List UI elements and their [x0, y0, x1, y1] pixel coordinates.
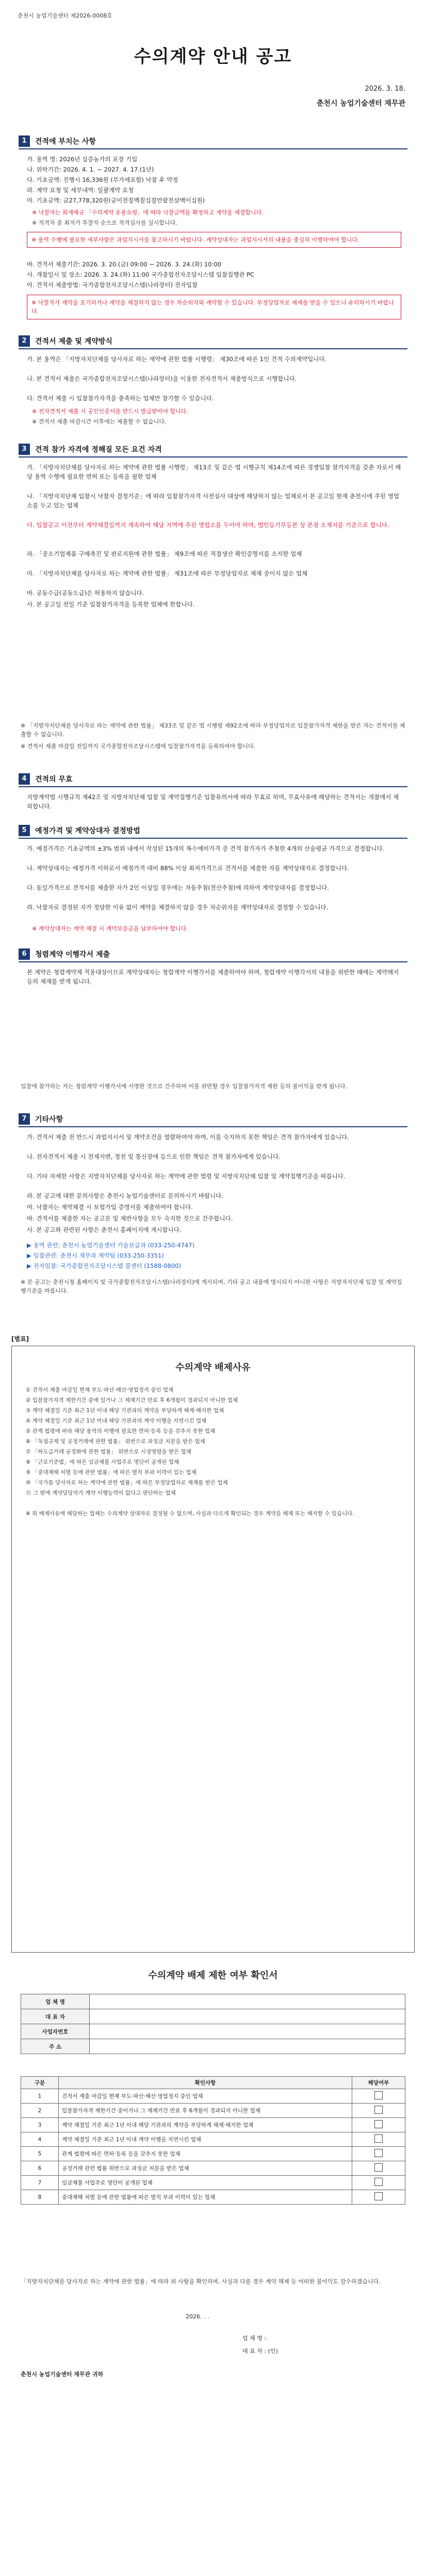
form-label: 대 표 자: [21, 2009, 90, 2024]
annex-note: ※ 위 배제사유에 해당하는 업체는 수의계약 상대자로 결정될 수 없으며, 사실과 다르게 확인되는 경우 계약을 해제 또는 해지할 수 있습니다.: [26, 1511, 354, 1517]
section-divider: [19, 456, 407, 457]
section-title: 기타사항: [35, 1115, 63, 1124]
note: ※ 낙찰자는 회계예규 「수의계약 운용요령」에 따라 낙찰금액을 확정하고 계약을 체결합니다.: [32, 209, 264, 216]
issuer: 춘천시 농업기술센터 재무관: [316, 99, 405, 108]
section-title: 견적에 부치는 사항: [35, 138, 96, 146]
form-title: 수의계약 배제 제한 여부 확인서: [148, 1970, 278, 1981]
section-number: 5: [19, 825, 30, 836]
annex-box: [11, 1346, 415, 1953]
list-item: 바. 견적서 제출기간: 2026. 3. 20.(금) 09:00 ~ 2026. 3. 24.(화) 10:00: [27, 261, 222, 268]
page-title: 수의계약 안내 공고: [134, 46, 292, 67]
note: ※ 적격자 중 최저가 투찰자 순으로 적격심사를 실시합니다.: [32, 219, 177, 226]
list-item: 사. 개찰일시 및 장소: 2026. 3. 24.(화) 11:00 국가종합전자조달시스템 입찰집행관 PC: [27, 271, 255, 278]
section-divider: [19, 1126, 407, 1127]
list-item: 바. 공동수급(공동도급)은 허용하지 않습니다.: [27, 589, 144, 597]
column-header: 구분: [21, 2077, 59, 2089]
representative-field[interactable]: [90, 2009, 405, 2024]
note: ※ 견적서 제출 마감시간 이후에는 제출할 수 없습니다.: [32, 418, 167, 425]
section-5-header: [19, 824, 140, 837]
list-item: 사. 본 공고일 전일 기준 입찰참가자격을 등록한 업체에 한합니다.: [27, 601, 195, 608]
checklist-table: [21, 2076, 405, 2205]
annex-line: ⑧ 「근로기준법」에 따른 임금체불 사업주로 명단이 공개된 업체: [26, 1459, 179, 1465]
table-row: [21, 2089, 405, 2104]
contact-line: ▶ 입찰관련: 춘천시 재무과 계약팀 (033-250-3351): [27, 1252, 164, 1259]
list-item: 가. 예정가격은 기초금액의 ±3% 범위 내에서 작성된 15개의 복수예비가격 중 견적 참가자가 추첨한 4개의 산술평균 가격으로 결정합니다.: [27, 845, 385, 852]
annex-line: ③ 계약 체결일 기준 최근 1년 이내 해당 기관과의 계약을 부당하게 해제·해지한 업체: [26, 1408, 224, 1414]
address-field[interactable]: [90, 2039, 405, 2054]
list-item: 가. 본 용역은 「지방자치단체를 당사자로 하는 계약에 관한 법률 시행령」 제30조에 따른 1인 견적 수의계약입니다.: [27, 355, 327, 363]
annex-line: ⑩ 「국가를 당사자로 하는 계약에 관한 법률」에 따른 부정당업자로 제재를 받은 업체: [26, 1480, 228, 1486]
warning-box: ※ 용역 수행에 필요한 세부사항은 과업지시서를 참고하시기 바랍니다. 계약상대자는 과업지시서의 내용을 충실히 이행하여야 합니다.: [27, 232, 401, 248]
list-item: 마. 「지방자치단체를 당사자로 하는 계약에 관한 법률」 제31조에 따른 부정당업자로 제재 중이지 않은 업체: [27, 570, 308, 577]
list-item: 나. 계약상대자는 예정가격 이하로서 예정가격 대비 88% 이상 최저가격으로 견적서를 제출한 자를 계약상대자로 결정합니다.: [27, 865, 349, 872]
section-4-header: [19, 773, 73, 785]
note: ※ 「지방자치단체를 당사자로 하는 계약에 관한 법률」 제33조 및 같은 법 시행령 제92조에 따라 부정당업자로 입찰참가자격 제한을 받은 자는 견적서를 제출할 수 없습니다.: [21, 722, 405, 738]
section-number: 7: [19, 1113, 30, 1125]
table-row: [21, 2176, 405, 2190]
checkbox[interactable]: [374, 2149, 383, 2157]
list-item: 나. 위탁기간: 2026. 4. 1. ~ 2027. 4. 17.(1년): [27, 166, 154, 173]
section-number: 4: [19, 773, 30, 785]
row-number: 4: [21, 2132, 59, 2147]
section-divider: [19, 838, 407, 839]
contact-line: ▶ 전자입찰: 국가종합전자조달시스템 콜센터 (1588-0800): [27, 1262, 181, 1269]
checkbox[interactable]: [374, 2178, 383, 2186]
section-6-header: [19, 948, 110, 960]
annex-title: 수의계약 배제사유: [175, 1362, 251, 1373]
checkbox[interactable]: [374, 2192, 383, 2200]
row-number: 1: [21, 2089, 59, 2104]
row-number: 3: [21, 2118, 59, 2132]
list-item: 마. 기초금액: 금27,778,320원(금이천칠백칠십칠만팔천삼백이십원): [27, 197, 205, 204]
annex-line: ⑪ 그 밖에 계약담당자가 계약 이행능력이 없다고 판단하는 업체: [26, 1490, 176, 1496]
list-item: 나. 전자견적서 제출 시 천재지변, 정전 및 통신장애 등으로 인한 책임은 견적 참가자에게 있습니다.: [27, 1153, 281, 1160]
table-header-row: [21, 2077, 405, 2089]
list-item: 다. 입찰공고 이전부터 계약체결일까지 계속하여 해당 지역에 주된 영업소를 두어야 하며, 법인등기부등본 상 본점 소재지를 기준으로 합니다.: [27, 521, 389, 529]
list-item: 다. 기초금액: 진행시 16,336원 (부가세포함) 낙찰 후 약정: [27, 176, 178, 183]
list-item: 바. 견적서를 제출한 자는 공고문 및 제반사항을 모두 숙지한 것으로 간주합니다.: [27, 1215, 233, 1222]
business-number-field[interactable]: [90, 2024, 405, 2039]
table-row: [21, 2147, 405, 2161]
checkbox[interactable]: [374, 2163, 383, 2172]
table-row: [21, 2104, 405, 2118]
list-item: 라. 낙찰자로 결정된 자가 정당한 이유 없이 계약을 체결하지 않을 경우 차순위자를 계약상대자로 결정할 수 있습니다.: [27, 904, 329, 911]
section-divider: [19, 786, 407, 787]
section-title: 청렴계약 이행각서 제출: [35, 951, 110, 959]
form-footer: 「지방자치단체를 당사자로 하는 계약에 관한 법률」에 따라 위 사항을 확인하며, 사실과 다를 경우 계약 해제 등 어떠한 불이익도 감수하겠습니다.: [21, 2278, 381, 2285]
section-title: 견적 참가 자격에 정해질 모든 요건 자격: [35, 446, 162, 454]
section-number: 2: [19, 335, 30, 347]
list-item: 나. 본 견적서 제출은 국가종합전자조달시스템(나라장터)을 이용한 전자견적서 제출방식으로 시행합니다.: [27, 375, 297, 382]
list-item: 아. 견적서 제출방법: 국가종합전자조달시스템(나라장터) 전자입찰: [27, 281, 198, 289]
checkbox[interactable]: [374, 2134, 383, 2143]
section-title: 견적의 무효: [35, 775, 73, 784]
row-number: 6: [21, 2161, 59, 2176]
column-header: 확인사항: [59, 2077, 352, 2089]
check-text: 공정거래 관련 법률 위반으로 과징금 처분을 받은 업체: [59, 2161, 352, 2176]
list-item: 가. 견적서 제출 전 반드시 과업지시서 및 계약조건을 열람하여야 하며, 이를 숙지하지 못한 책임은 견적 참가자에게 있습니다.: [27, 1133, 349, 1141]
section-title: 견적서 제출 및 계약방식: [35, 337, 112, 346]
check-text: 임금체불 사업주로 명단이 공개된 업체: [59, 2176, 352, 2190]
annex-line: ② 입찰참가자격 제한기간 중에 있거나 그 제재기간 만료 후 6개월이 경과되지 아니한 업체: [26, 1397, 238, 1403]
list-item: 라. 본 공고에 대한 문의사항은 춘천시 농업기술센터로 문의하시기 바랍니다.: [27, 1192, 223, 1199]
annex-line: ① 견적서 제출 마감일 현재 부도·파산·해산·영업정지 중인 업체: [26, 1387, 174, 1393]
check-text: 입찰참가자격 제한기간 중이거나 그 제재기간 만료 후 6개월이 경과되지 아니한 업체: [59, 2104, 352, 2118]
annex-line: ⑥ 「독점규제 및 공정거래에 관한 법률」 위반으로 과징금 처분을 받은 업체: [26, 1438, 205, 1445]
notice-date: 2026. 3. 18.: [365, 85, 405, 93]
closing-note: ※ 본 공고는 춘천시청 홈페이지 및 국가종합전자조달시스템(나라장터)에 게시되며, 기타 공고 내용에 명시되지 아니한 사항은 지방자치단체 입찰 및 계약집행기준을 따릅니다.: [21, 1279, 402, 1294]
table-row: [21, 2039, 405, 2054]
list-item: 사. 본 공고와 관련된 사항은 춘천시 홈페이지에 게시합니다.: [27, 1226, 182, 1233]
annex-line: ⑤ 관계 법령에 따라 해당 용역의 이행에 필요한 면허·등록 등을 갖추지 못한 업체: [26, 1428, 216, 1434]
note: ※ 전자견적서 제출 시 공인인증서를 반드시 발급받아야 합니다.: [32, 408, 188, 415]
section-number: 3: [19, 444, 30, 455]
sign-representative: 대 표 자 : (인): [242, 2348, 278, 2354]
section-number: 6: [19, 948, 30, 960]
sign-date: 2026. . .: [186, 2313, 209, 2320]
row-number: 8: [21, 2190, 59, 2205]
section-divider: [19, 348, 407, 349]
warning-box: ※ 낙찰자가 계약을 포기하거나 계약을 체결하지 않는 경우 차순위자와 계약할 수 있습니다. 부정당업자로 제재를 받을 수 있으니 유의하시기 바랍니다.: [27, 295, 401, 319]
note: ※ 계약상대자는 계약 체결 시 계약보증금을 납부하여야 합니다.: [32, 925, 188, 932]
section-number: 1: [19, 135, 30, 147]
annex-line: ④ 계약 체결일 기준 최근 1년 이내 해당 기관과의 계약 이행을 지연시킨 업체: [26, 1418, 207, 1424]
list-item: 마. 낙찰자는 계약체결 시 보험가입 증명서를 제출하여야 합니다.: [27, 1204, 193, 1211]
table-row: [21, 2132, 405, 2147]
section-divider: [19, 148, 407, 149]
paragraph: 입찰에 참가하는 자는 청렴계약 이행각서에 서명한 것으로 간주하며 이를 위반할 경우 입찰참가자격 제한 등의 불이익을 받게 됩니다.: [21, 1083, 348, 1090]
section-1-header: [19, 135, 96, 147]
check-text: 중대재해 처벌 등에 관한 법률에 따른 벌칙 부과 이력이 있는 업체: [59, 2190, 352, 2205]
list-item: 지방계약법 시행규칙 제42조 및 지방자치단체 입찰 및 계약집행기준 입찰유의서에 따라 무효로 하며, 무효사유에 해당하는 견적서는 개찰에서 제외합니다.: [27, 793, 399, 810]
check-text: 계약 체결일 기준 최근 1년 이내 계약 이행을 지연시킨 업체: [59, 2132, 352, 2147]
list-item: 나. 「지방자치단체 입찰시 낙찰자 결정기준」에 따라 입찰참가자격 사전심사 대상에 해당하지 않는 업체로서 본 공고일 현재 춘천시에 주된 영업소를 두고 있는 업체: [27, 493, 400, 509]
check-text: 견적서 제출 마감일 현재 부도·파산·해산·영업정지 중인 업체: [59, 2089, 352, 2104]
section-title: 예정가격 및 계약상대자 결정방법: [35, 827, 140, 835]
list-item: 다. 기타 자세한 사항은 지방자치단체를 당사자로 하는 계약에 관한 법령 및 지방자치단체 입찰 및 계약집행기준을 따릅니다.: [27, 1173, 346, 1180]
checkbox[interactable]: [374, 2120, 383, 2128]
sign-company: 업 체 명 :: [242, 2335, 267, 2342]
section-3-header: [19, 443, 162, 455]
list-item: 다. 견적서 제출 시 입찰참가자격을 충족하는 업체만 참가할 수 있습니다.: [27, 395, 214, 402]
section-2-header: [19, 335, 112, 347]
table-row: [21, 2024, 405, 2039]
row-number: 2: [21, 2104, 59, 2118]
column-header: 해당여부: [352, 2077, 405, 2089]
row-number: 5: [21, 2147, 59, 2161]
annex-tag: [별표]: [11, 1335, 29, 1343]
annex-line: ⑨ 「중대재해 처벌 등에 관한 법률」에 따른 벌칙 부과 이력이 있는 업체: [26, 1469, 196, 1476]
table-row: [21, 1994, 405, 2009]
section-7-header: [19, 1113, 63, 1125]
list-item: 본 계약은 청렴계약제 적용대상이므로 계약상대자는 청렴계약 이행각서를 제출하여야 하며, 청렴계약 이행각서의 내용을 위반한 때에는 계약해지 등의 제재를 받게 됩니다.: [27, 969, 399, 985]
list-item: 가. 「지방자치단체를 당사자로 하는 계약에 관한 법률 시행령」 제13조 및 같은 법 시행규칙 제14조에 따른 경쟁입찰 참가자격을 갖춘 자로서 해당 용역 수행에 필요한 면허 또는 등록을 필한 업체: [27, 464, 401, 480]
list-item: 다. 동일가격으로 견적서를 제출한 자가 2인 이상일 경우에는 자동추첨(전산추첨)에 의하여 계약상대자를 결정합니다.: [27, 884, 329, 891]
note: ※ 견적서 제출 마감일 전일까지 국가종합전자조달시스템에 입찰참가자격을 등록하여야 합니다.: [21, 743, 256, 750]
list-item: 가. 용역 명: 2026년 실증농가의 포장 기입: [27, 156, 138, 163]
form-label: 주 소: [21, 2039, 90, 2054]
check-text: 관계 법령에 따른 면허·등록 등을 갖추지 못한 업체: [59, 2147, 352, 2161]
recipient: 춘천시 농업기술센터 재무관 귀하: [21, 2371, 104, 2378]
table-row: [21, 2190, 405, 2205]
form-label: 사업자번호: [21, 2024, 90, 2039]
form-label: 업 체 명: [21, 1994, 90, 2009]
list-item: 라. 「중소기업제품 구매촉진 및 판로지원에 관한 법률」 제9조에 따른 직접생산 확인증명서를 소지한 업체: [27, 550, 302, 557]
check-text: 계약 체결일 기준 최근 1년 이내 해당 기관과의 계약을 부당하게 해제·해지한 업체: [59, 2118, 352, 2132]
annex-line: ⑦ 「하도급거래 공정화에 관한 법률」 위반으로 시정명령을 받은 업체: [26, 1449, 191, 1455]
row-number: 7: [21, 2176, 59, 2190]
table-row: [21, 2161, 405, 2176]
section-divider: [19, 961, 407, 962]
document-reference: 춘천시 농업기술센터 제2026-0008호: [18, 12, 112, 19]
contact-line: ▶ 용역 관련: 춘천시 농업기술센터 기술보급과 (033-250-4747): [27, 1242, 195, 1249]
list-item: 라. 계약 요청 및 세부내역: 일괄계약 요청: [27, 187, 134, 194]
company-info-table: [21, 1994, 405, 2054]
checkbox[interactable]: [374, 2091, 383, 2099]
checkbox[interactable]: [374, 2106, 383, 2114]
table-row: [21, 2009, 405, 2024]
table-row: [21, 2118, 405, 2132]
company-name-field[interactable]: [90, 1994, 405, 2009]
